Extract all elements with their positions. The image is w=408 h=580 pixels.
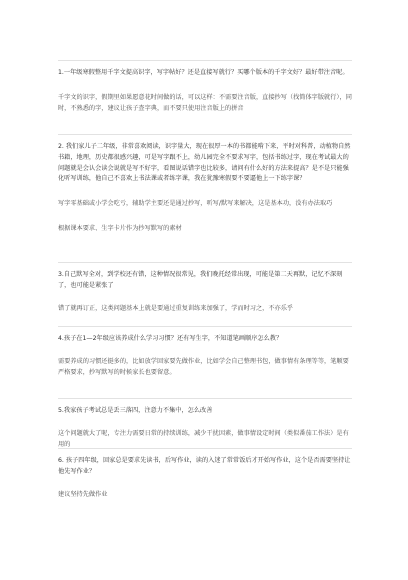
answer-2a: 写字零基础或小学会吃亏，辅助学主要还是通过抄写，听写/默写来解决，这是基本功，没有办法取巧 <box>58 200 333 208</box>
qa-section-5 <box>58 398 352 450</box>
qa-section-2 <box>58 134 352 235</box>
question-1: 1.一年级寒假整用千字文提高识字，写字帖好？还是直接写就行？买哪个版本的千字文好？最好带注音呢。 <box>58 60 352 79</box>
question-2: 2. 我们家儿子二年级，非常喜欢阅读，识字量大，现在很厚一本的书都能啃下来，平时对科普，动植物自然书籍，地理，历史都很感兴趣，可是写字跟不上，幼儿园完全不要求写字，包括书练过字，现在考试最大的问题就是会认会读会说就是写不好字，看图说话错字也比较多，请问有什么好的方法来提高？是不是只能强化听写训练，他自己不喜欢上书法课或者练字课，我在犹豫寒假要不要逼他上一下练字课？ <box>58 134 352 185</box>
qa-section-4 <box>58 326 352 378</box>
question-4: 4.孩子在1—2年级应该养成什么学习习惯？还有写生字，不知道笔画顺序怎么教？ <box>58 326 352 345</box>
answer-6: 建议坚持先做作业 <box>58 490 108 498</box>
answer-5: 这个问题就大了呢，专注力需要日常的持续训练，减少干扰因素，做事情设定时间（类似番茄工作法）是有用的 <box>58 429 349 448</box>
question-3: 3.自己默写全对，到学校还有错，这种情况很常见，我们晚托经常出现，可能是第二天再默，记忆不深刻了，也可能是紧张了 <box>58 262 352 292</box>
answer-1: 千字文的识字，假期里如果愿意花时间做的话，可以这样：不需要注音版，直接抄写（找简体字版就行），同时，不熟悉的字，建议让孩子查字典，而不要只使用注音版上的拼音 <box>58 93 352 112</box>
answer-4: 需要养成的习惯还挺多的，比如放学回家要先做作业，比如学会自己整理书包，做事情有条理等等，笔顺要严格要求，抄写默写的时候家长也要留意。 <box>58 357 349 376</box>
answer-3: 错了就再订正，这类问题基本上就是要通过重复训练来加强了，学而时习之，不亦乐乎 <box>58 304 294 312</box>
qa-section-6 <box>58 448 352 500</box>
question-6: 6. 孩子四年级，回家总是要求先读书，后写作业，读的入迷了常常饭后才开始写作业，这个是否需要坚持让他先写作业？ <box>58 448 352 478</box>
qa-section-1 <box>58 60 352 114</box>
answer-2b: 根据课本要求、生字卡片作为抄写默写的素材 <box>58 224 182 232</box>
question-5: 5.我家孩子考试总是丢三落四，注意力不集中，怎么改善 <box>58 398 352 417</box>
qa-section-3 <box>58 262 352 314</box>
